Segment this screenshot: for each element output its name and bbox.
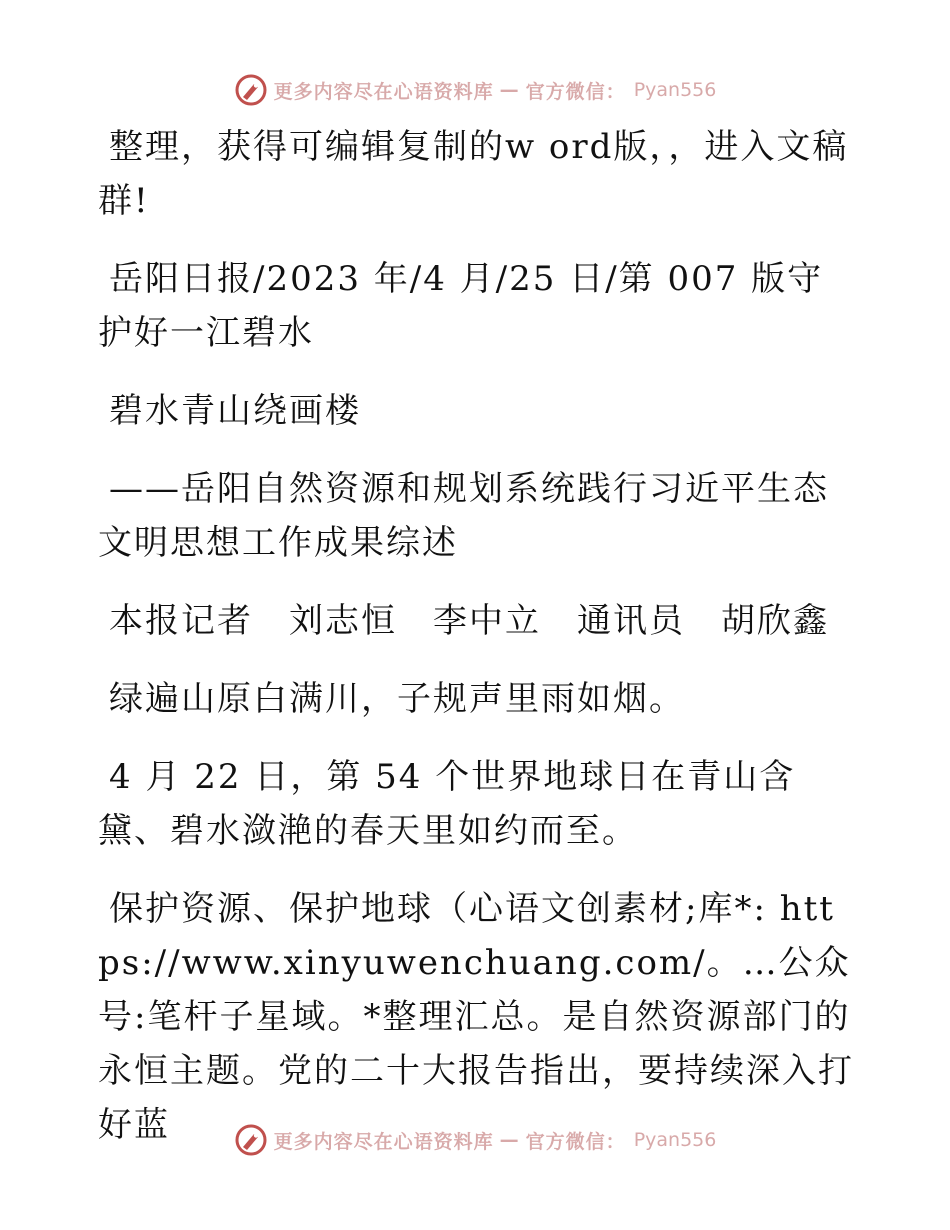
pen-logo-icon — [234, 1123, 268, 1157]
paragraph: 整理，获得可编辑复制的w ord版，，进入文稿群! — [98, 127, 849, 221]
footer-watermark — [0, 1120, 950, 1160]
paragraph: 保护资源、保护地球（心语文创素材;库*: https://www.xinyuwenchuang.com/。…公众号:笔杆子星域。*整理汇总。是自然资源部门的永恒主题。党的二十大报告指出，要持续深入打好蓝 — [98, 889, 854, 1145]
pen-logo-icon — [234, 73, 268, 107]
paragraph: 本报记者 刘志恒 李中立 通讯员 胡欣鑫 — [109, 601, 829, 641]
watermark-wechat-label: 官方微信： — [525, 1130, 626, 1153]
watermark-brand: 更多内容尽在心语资料库 — [273, 1130, 494, 1153]
paragraph: 4 月 22 日，第 54 个世界地球日在青山含黛、碧水潋滟的春天里如约而至。 — [98, 757, 796, 851]
paragraph: ——岳阳自然资源和规划系统践行习近平生态文明思想工作成果综述 — [98, 469, 829, 563]
paragraph: 碧水青山绕画楼 — [109, 391, 361, 431]
header-watermark — [0, 70, 950, 110]
paragraph: 岳阳日报/2023 年/4 月/25 日/第 007 版守护好一江碧水 — [98, 259, 824, 353]
watermark-dash: — — [499, 1129, 520, 1151]
watermark-wechat-id: Pyan556 — [633, 79, 717, 101]
watermark-wechat-label: 官方微信： — [525, 80, 626, 103]
watermark-brand: 更多内容尽在心语资料库 — [273, 80, 494, 103]
document-body — [98, 120, 858, 1152]
paragraph: 绿遍山原白满川，子规声里雨如烟。 — [109, 679, 685, 719]
watermark-dash: — — [499, 79, 520, 101]
watermark-wechat-id: Pyan556 — [633, 1129, 717, 1151]
